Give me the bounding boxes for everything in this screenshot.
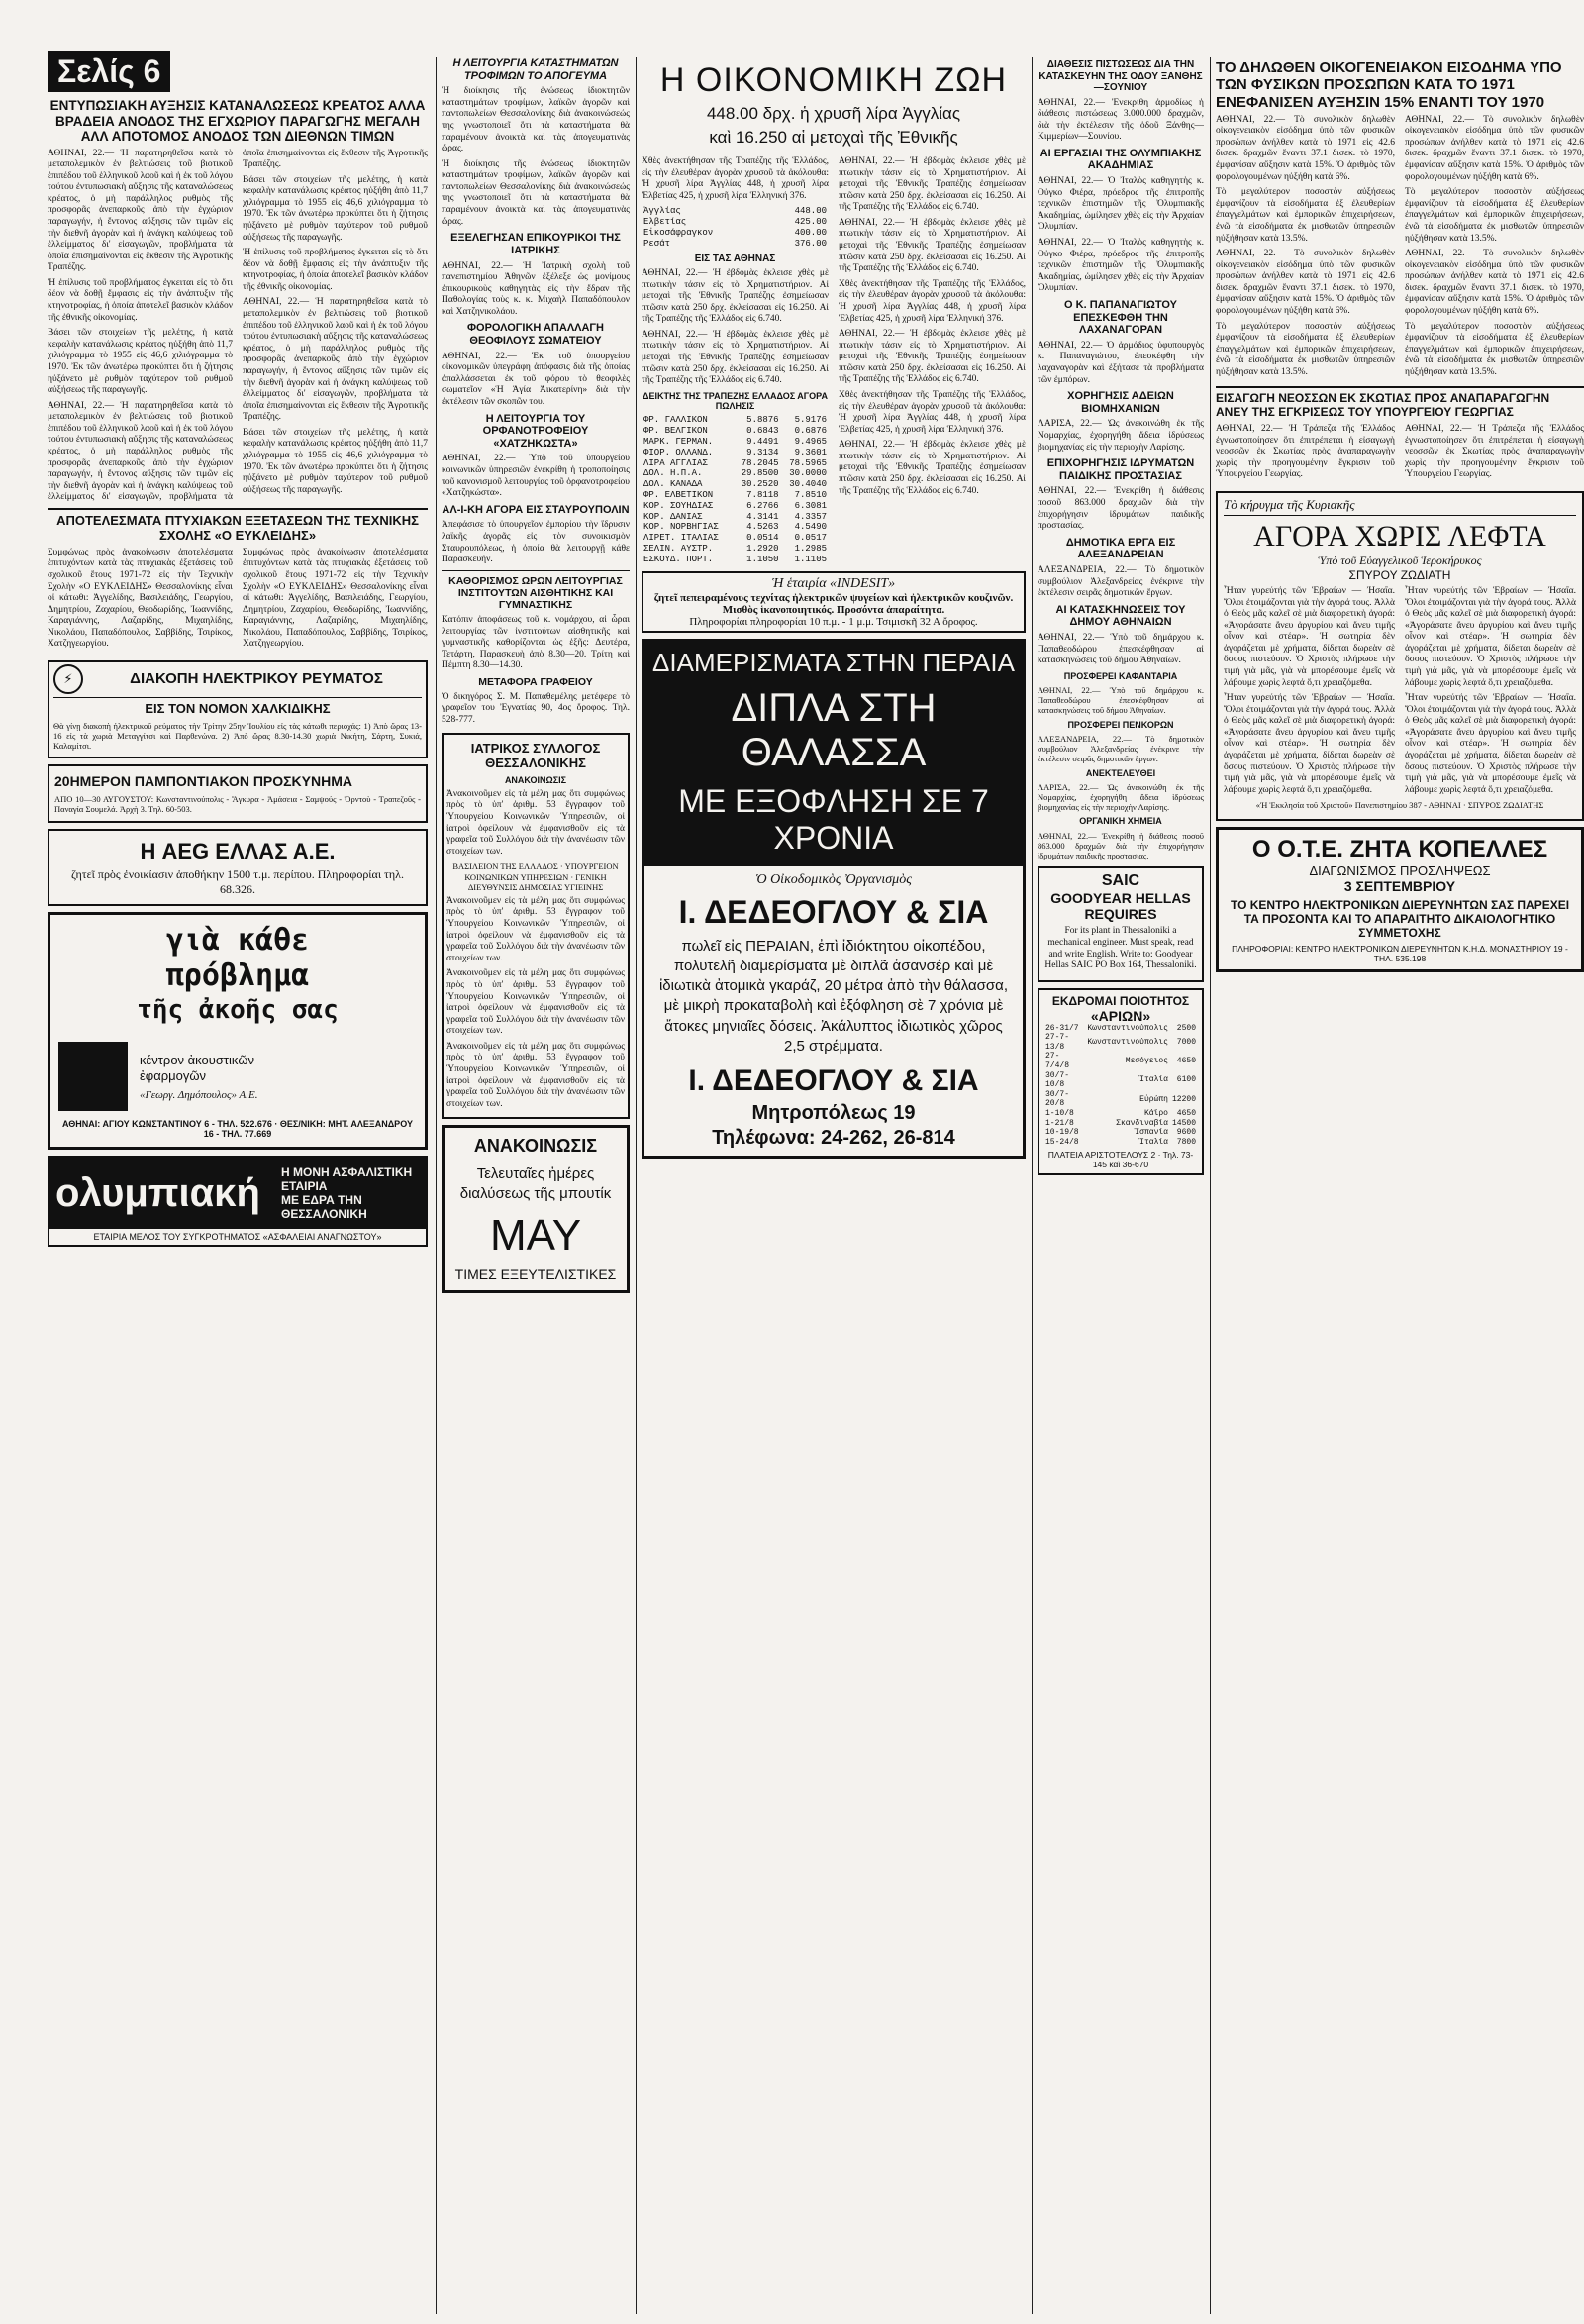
hearing-line-3: τῆς ἀκοῆς σας <box>137 995 339 1026</box>
income-p2-repeat3: Τὸ μεγαλύτερον ποσοστὸν αὐξήσεως ἐμφανίζουν τὰ εἰσοδήματα ἐξ ἐλευθερίων ἐπαγγελμάτων καὶ ἐμπορικῶν ἐπιχειρήσεων, ἐνῶ τὰ εἰσοδήματα ἐκ μισθωτῶν ὑπηρεσιῶν ηὐξήθησαν κατὰ 13.5%. <box>1405 321 1584 377</box>
excursion-row-place: Ἰσπανία <box>1135 1128 1168 1138</box>
income-p2: Τὸ μεγαλύτερον ποσοστὸν αὐξήσεως ἐμφανίζουν τὰ εἰσοδήματα ἐξ ἐλευθερίων ἐπαγγελμάτων καὶ ἐμπορικῶν ἐπιχειρήσεων, ἐνῶ τὰ εἰσοδήματα ἐκ μισθωτῶν ὑπηρεσιῶν ηὐξήθησαν κατὰ 13.5%. <box>1216 187 1395 244</box>
gold-row <box>642 228 829 239</box>
fx-row-buy: 1.2920 <box>746 544 779 555</box>
olympic-bottom: ΕΤΑΙΡΙΑ ΜΕΛΟΣ ΤΟΥ ΣΥΓΚΡΟΤΗΜΑΤΟΣ «ΑΣΦΑΛΕΙΑΙ ΑΝΑΓΝΩΣΤΟΥ» <box>93 1232 382 1243</box>
meat-article <box>48 149 428 504</box>
excursion-row-price: 12200 <box>1171 1094 1196 1104</box>
saic-line-1: SAIC <box>1101 872 1140 890</box>
classified-body-2: ΑΛΕΞΑΝΔΡΕΙΑ, 22.— Τὸ δημοτικὸν συμβούλιον Ἀλεξανδρείας ἐνέκρινε τὴν ἐκτέλεσιν σειρᾶς δημοτικῶν ἔργων. <box>1038 734 1204 764</box>
excursion-row-date: 30/7-10/8 <box>1045 1070 1070 1090</box>
excursion-row-date: 15-24/8 <box>1045 1137 1079 1147</box>
economy-subtitle-2: καὶ 16.250 αἱ μετοχαὶ τῆς Ἐθνικῆς <box>709 128 958 147</box>
market-headline: ΑΛ-Ι-ΚΗ ΑΓΟΡΑ ΕΙΣ ΣΤΑΥΡΟΥΠΟΛΙΝ <box>442 503 630 516</box>
fx-row-sell: 6.3081 <box>794 500 827 511</box>
orphanage-body: ΑΘΗΝΑΙ, 22.— Ὑπὸ τοῦ ὑπουργείου κοινωνικῶν ὑπηρεσιῶν ἐνεκρίθη ἡ τροποποίησις τοῦ κανονισμοῦ λειτουργίας τοῦ ὀρφανοτροφείου «Χατζηκώστα». <box>442 454 630 499</box>
excursions-title: ΕΚΔΡΟΜΑΙ ΠΟΙΟΤΗΤΟΣ <box>1051 993 1190 1008</box>
fx-row-buy: 30.2520 <box>741 479 779 490</box>
gold-row-value: 448.00 <box>794 206 827 217</box>
fx-row <box>642 437 829 448</box>
aeg-title: Η AEG ΕΛΛΑΣ Α.Ε. <box>140 838 336 863</box>
excursion-row-place: Κωνσταντινούπολις <box>1087 1023 1168 1033</box>
olympic-name: ολυμπιακή <box>55 1170 260 1215</box>
shops-headline: Η ΛΕΙΤΟΥΡΓΙΑ ΚΑΤΑΣΤΗΜΑΤΩΝ ΤΡΟΦΙΜΩΝ ΤΟ ΑΠΟΓΕΥΜΑ <box>452 57 619 82</box>
sermon-body-4: Ἦταν γυρεύτής τῶν Ἑβραίων — Ἠσαΐα. Ὅλοι ἐτοιμάζονται γιὰ τὴν ἀγορά τους. Ἀλλὰ ὁ Θεὸς μᾶς καλεῖ σὲ μιὰ διαφορετικὴ ἀγορά: «Ἀγοράσατε ἄνευ ἀργυρίου καὶ ἄνευ τιμῆς οἶνον καὶ στέαρ». Ἡ σωτηρία δὲν ἀγοράζεται μὲ χρήματα, δίδεται δωρεὰν σὲ ὅσους πιστεύουν. Ὁ Χριστὸς πλήρωσε τὴν τιμὴ γιὰ μᾶς, γιὰ νὰ μπορέσουμε ἐμεῖς νὰ λάβουμε χωρὶς λεφτά ὅ,τι χρειαζόμεθα. <box>1405 693 1576 795</box>
fx-row-buy: 9.4491 <box>746 437 779 448</box>
fx-row-cur: ΔΟΛ. Η.Π.Α. <box>644 468 703 479</box>
flats-line-3: ΜΕ ΕΞΟΦΛΗΣΗ ΣΕ 7 ΧΡΟΝΙΑ <box>678 782 989 856</box>
ote-title: Ο Ο.Τ.Ε. ΖΗΤΑ ΚΟΠΕΛΛΕΣ <box>1251 835 1548 862</box>
chicks-article <box>1216 424 1584 485</box>
meat-article-p3-repeat: Βάσει τῶν στοιχείων τῆς μελέτης, ἡ κατὰ κεφαλὴν κατανάλωσις κρέατος ηὐξήθη ἀπὸ 11,7 χιλιόγραμμα τὸ 1955 εἰς 46,6 χιλιόγραμμα τὸ 1970. Ἐκ τῶν ἀνωτέρω προκύπτει ὅτι ἡ ζήτησις ηὐξάνετο μὲ ρυθμὸν ταχύτερον τοῦ ρυθμοῦ αὐξήσεως τῆς παραγωγῆς. <box>243 174 428 243</box>
medical-elect-headline: ΕΞΕΛΕΓΗΣΑΝ ΕΠΙΚΟΥΡΙΚΟΙ ΤΗΣ ΙΑΤΡΙΚΗΣ <box>450 232 621 256</box>
credit-headline: ΔΙΑΘΕΣΙΣ ΠΙΣΤΩΣΕΩΣ ΔΙΑ ΤΗΝ ΚΑΤΑΣΚΕΥΗΝ ΤΗΣ ΟΔΟΥ ΞΑΝΘΗΣ—ΣΟΥΝΙΟΥ <box>1039 59 1203 93</box>
shops-body-2: Ἡ διοίκησις τῆς ἐνώσεως ἰδιοκτητῶν καταστημάτων τροφίμων, λαϊκῶν ἀγορῶν καὶ παντοπωλείων Θεσσαλονίκης διὰ ἀνακοινώσεώς της γνωστοποιεῖ ὅτι τὰ καταστήματα θὰ παραμένουν ἀνοικτὰ καὶ τὰς ἀπογευματινὰς ὥρας. <box>442 158 630 227</box>
excursion-row <box>1043 1071 1198 1090</box>
camps-headline: ΑΙ ΚΑΤΑΣΚΗΝΩΣΕΙΣ ΤΟΥ ΔΗΜΟΥ ΑΘΗΝΑΙΩΝ <box>1055 603 1186 629</box>
fx-row <box>642 522 829 533</box>
fx-row-sell: 4.5490 <box>794 522 827 533</box>
fx-row-cur: ΛΙΡΕΤ. ΙΤΑΛΙΑΣ <box>644 533 719 544</box>
fx-row-cur: ΚΟΡ. ΣΟΥΗΔΙΑΣ <box>644 500 714 511</box>
income-p2-repeat: Τὸ μεγαλύτερον ποσοστὸν αὐξήσεως ἐμφανίζουν τὰ εἰσοδήματα ἐξ ἐλευθερίων ἐπαγγελμάτων καὶ ἐμπορικῶν ἐπιχειρήσεων, ἐνῶ τὰ εἰσοδήματα ἐκ μισθωτῶν ὑπηρεσιῶν ηὐξήθησαν κατὰ 13.5%. <box>1216 321 1395 377</box>
fx-row-cur: ΛΙΡΑ ΑΓΓΛΙΑΣ <box>644 457 708 468</box>
indesit-body: ζητεῖ πεπειραμένους τεχνίτας ἠλεκτρικῶν ψυγείων καὶ ἠλεκτρικῶν κουζινῶν. Μισθὸς ἱκανοποιητικός. Προσόντα ἀπαραίτητα. <box>653 591 1014 616</box>
stocks-title: ΕΙΣ ΤΑΣ ΑΘΗΝΑΣ <box>694 253 776 264</box>
excursion-row-place: Μεσόγειος <box>1125 1057 1168 1066</box>
column-4 <box>1038 0 1204 2324</box>
sermon-body: Ἦταν γυρεύτής τῶν Ἑβραίων — Ἠσαΐα. Ὅλοι ἐτοιμάζονται γιὰ τὴν ἀγορά τους. Ἀλλὰ ὁ Θεὸς μᾶς καλεῖ σὲ μιὰ διαφορετικὴ ἀγορά: «Ἀγοράσατε ἄνευ ἀργυρίου καὶ ἄνευ τιμῆς οἶνον καὶ στέαρ». Ἡ σωτηρία δὲν ἀγοράζεται μὲ χρήματα, δίδεται δωρεὰν σὲ ὅσους πιστεύουν. Ὁ Χριστὸς πλήρωσε τὴν τιμὴ γιὰ μᾶς, γιὰ νὰ μπορέσουμε ἐμεῖς νὰ λάβουμε χωρὶς λεφτά ὅ,τι χρειαζόμεθα. <box>1224 585 1395 688</box>
fx-row <box>642 501 829 512</box>
fx-row <box>642 415 829 426</box>
medical-assoc-body-2: Ἀνακοινοῦμεν εἰς τὰ μέλη μας ὅτι συμφώνως πρὸς τὸ ὑπ' ἀριθμ. 53 ἔγγραφον τοῦ Ὑπουργείου Κοινωνικῶν Ὑπηρεσιῶν, οἱ ἰατροὶ ὀφείλουν νὰ ἐμφανισθοῦν εἰς τὰ γραφεῖα τοῦ Συλλόγου διὰ τὴν ἀνανέωσιν τῶν στοιχείων των. <box>446 895 625 963</box>
industry-body: ΛΑΡΙΣΑ, 22.— Ὡς ἀνεκοινώθη ἐκ τῆς Νομαρχίας, ἐχορηγήθη ἄδεια ἱδρύσεως βιομηχανίας εἰς τὴν περιοχὴν Λαρίσης. <box>1038 419 1204 453</box>
meat-headline: ΕΝΤΥΠΩΣΙΑΚΗ ΑΥΞΗΣΙΣ ΚΑΤΑΝΑΛΩΣΕΩΣ ΚΡΕΑΤΟΣ ΑΛΛΑ ΒΡΑΔΕΙΑ ΑΝΟΔΟΣ ΤΗΣ ΕΓΧΩΡΙΟΥ ΠΑΡΑΓΩΓΗΣ ΜΕΓΑΛΗ ΑΛΛ ΑΠΟΤΟΜΟΣ ΑΝΟΔΟΣ ΤΩΝ ΔΙΕΘΝΩΝ ΤΙΜΩΝ <box>50 98 426 145</box>
power-cut-body: Θὰ γίνῃ διακοπὴ ἠλεκτρικοῦ ρεύματος τὴν Τρίτην 25ην Ἰουλίου εἰς τὰς κάτωθι περιοχάς: 1) Ἀπὸ ὥρας 13-16 εἰς τὰ χωριὰ Μεταγγίτσι καὶ Παρθενώνα. 2) Ἀπὸ ὥρας 8.30-14.30 χωριὰ Νικήτη, Σάρτη, Συκιά, Καλαμίτσι. <box>53 720 422 752</box>
hearing-line-2: πρόβλημα <box>165 959 310 994</box>
office-move-headline: ΜΕΤΑΦΟΡΑ ΓΡΑΦΕΙΟΥ <box>478 675 593 688</box>
market-body: Ἀπεφάσισε τὸ ὑπουργεῖον ἐμπορίου τὴν ἵδρυσιν λαϊκῆς ἀγορᾶς εἰς τὸν συνοικισμὸν Σταυρουπόλεως, ἡ ὁποία θὰ λειτουργῇ κάθε Παρασκευήν. <box>442 520 630 565</box>
papanagiotou-headline: Ο Κ. ΠΑΠΑΝΑΓΙΩΤΟΥ ΕΠΕΣΚΕΦΘΗ ΤΗΝ ΛΑΧΑΝΑΓΟΡΑΝ <box>1064 298 1177 337</box>
gold-intro-right: Χθὲς ἀνεκτήθησαν τῆς Τραπέζης τῆς Ἑλλάδος, εἰς τὴν ἐλευθέραν ἀγορὰν χρυσοῦ τὰ ἀκόλουθα: Ἡ χρυσῆ λίρα Ἀγγλίας 448, ἡ χρυσῆ λίρα Ἐλβετίας 425, ἡ χρυσῆ λίρα Ἑλληνική 376. <box>839 278 1026 324</box>
economy-title: Η ΟΙΚΟΝΟΜΙΚΗ ΖΩΗ <box>659 61 1008 99</box>
municipal-body: ΑΛΕΞΑΝΔΡΕΙΑ, 22.— Τὸ δημοτικὸν συμβούλιον Ἀλεξανδρείας ἐνέκρινε τὴν ἐκτέλεσιν σειρᾶς δημοτικῶν ἔργων. <box>1038 565 1204 599</box>
fx-row-buy: 0.0514 <box>746 533 779 544</box>
fx-row <box>642 544 829 555</box>
fx-row-buy: 0.6843 <box>746 426 779 437</box>
fx-row-buy: 4.3141 <box>746 511 779 522</box>
fx-row <box>642 458 829 469</box>
sermon-box <box>1216 491 1584 821</box>
fx-row-sell: 0.6876 <box>794 426 827 437</box>
column-1 <box>48 0 428 2324</box>
classified-heading-4: ΟΡΓΑΝΙΚΗ ΧΗΜΕΙΑ <box>1079 816 1162 827</box>
pilgrimage-body: ΑΠΟ 10—30 ΑΥΓΟΥΣΤΟΥ: Κωνσταντινούπολις - Ἄγκυρα - Ἀμάσεια - Σαμψούς - Ὀρντοὺ - Τραπεζοῦς - Παναγία Σουμελά. Ἀρχὴ 3. Τηλ. 60-503. <box>54 793 421 814</box>
ote-body: ΤΟ ΚΕΝΤΡΟ ΗΛΕΚΤΡΟΝΙΚΩΝ ΔΙΕΡΕΥΝΗΤΩΝ ΣΑΣ ΠΑΡΕΧΕΙ ΤΑ ΠΡΟΣΟΝΤΑ ΚΑΙ ΤΟ ΑΠΑΡΑΙΤΗΤΟ ΔΙΚΑΙΟΛΟΓΗΤΙΚΟ ΣΥΜΜΕΤΟΧΗΣ <box>1230 897 1570 940</box>
fx-row-sell: 5.9176 <box>794 415 827 426</box>
tax-exempt-body: ΑΘΗΝΑΙ, 22.— Ἐκ τοῦ ὑπουργείου οἰκονομικῶν ὑπεγράφη ἀπόφασις διὰ τῆς ὁποίας ἀπαλλάσσεται ἐκ τοῦ φόρου τὸ θεοφιλὲς σωματεῖον «Ἡ Ἁγία Ἀικατερίνη» διὰ τὴν ἐκτέλεσιν τῶν σκοπῶν του. <box>442 351 630 407</box>
column-rule <box>436 57 437 2314</box>
fx-row-cur: ΜΑΡΚ. ΓΕΡΜΑΝ. <box>644 437 714 448</box>
stocks-body: ΑΘΗΝΑΙ, 22.— Ἡ ἐβδομὰς ἐκλεισε χθὲς μὲ πτωτικὴν τάσιν εἰς τὸ Χρηματιστήριον. Αἱ μετοχαὶ τῆς Ἐθνικῆς Τραπέζης ἐσημείωσαν πτῶσιν κατὰ 250 δρχ. ἐκλείσασαι εἰς 16.250. Αἱ τῆς Τραπέζης τῆς Ἑλλάδος εἰς 6.740. <box>642 268 829 325</box>
income-p1-repeat2: ΑΘΗΝΑΙ, 22.— Τὸ συνολικὸν δηλωθὲν οἰκογενειακὸν εἰσόδημα ὑπὸ τῶν φυσικῶν προσώπων ἀνήλθεν κατὰ τὸ 1971 εἰς 42.6 δισεκ. δραχμῶν ἔναντι 37.1 δισεκ. τὸ 1970, ἐμφανίσαν αὔξησιν κατὰ 15%. Ὁ ἀριθμὸς τῶν φορολογουμένων ηὐξήθη κατὰ 6%. <box>1405 114 1584 182</box>
flats-line-1: ΔΙΑΜΕΡΙΣΜΑΤΑ ΣΤΗΝ ΠΕΡΑΙΑ <box>652 647 1015 677</box>
fx-row-buy: 4.5263 <box>746 522 779 533</box>
classified-heading-3: ΑΝΕΚΤΕΛΕΥΘΕΙ <box>1085 767 1156 778</box>
hours-headline: ΚΑΘΟΡΙΣΜΟΣ ΩΡΩΝ ΛΕΙΤΟΥΡΓΙΑΣ ΙΝΣΤΙΤΟΥΤΩΝ ΑΙΣΘΗΤΙΚΗΣ ΚΑΙ ΓΥΜΝΑΣΤΙΚΗΣ <box>448 574 623 611</box>
industry-headline: ΧΟΡΗΓΗΣΙΣ ΑΔΕΙΩΝ ΒΙΟΜΗΧΑΝΙΩΝ <box>1067 390 1174 415</box>
boutique-body: Τελευταῖες ἡμέρες διαλύσεως τῆς μπουτίκ <box>459 1165 612 1202</box>
medical-assoc-body: Ἀνακοινοῦμεν εἰς τὰ μέλη μας ὅτι συμφώνως πρὸς τὸ ὑπ' ἀριθμ. 53 ἔγγραφον τοῦ Ὑπουργείου Κοινωνικῶν Ὑπηρεσιῶν, οἱ ἰατροὶ ὀφείλουν νὰ ἐμφανισθοῦν εἰς τὰ γραφεῖα τοῦ Συλλόγου διὰ τὴν ἀνανέωσιν τῶν στοιχείων των. <box>446 788 625 857</box>
saic-line-2: GOODYEAR HELLAS <box>1050 890 1191 907</box>
excursion-row-price: 7800 <box>1176 1137 1196 1147</box>
fx-row <box>642 426 829 437</box>
gold-row-value: 400.00 <box>794 227 827 238</box>
indesit-ad <box>642 571 1026 633</box>
indesit-title: Ἡ ἑταιρία «INDESIT» <box>771 575 896 591</box>
child-care-body: ΑΘΗΝΑΙ, 22.— Ἐνεκρίθη ἡ διάθεσις ποσοῦ 863.000 δραχμῶν διὰ τὴν ἐπιχορήγησιν ἱδρυμάτων παιδικῆς προστασίας. <box>1038 486 1204 532</box>
excursion-row-price: 4650 <box>1176 1057 1196 1066</box>
excursion-row-price: 2500 <box>1176 1023 1196 1033</box>
fx-row-buy: 29.8500 <box>741 468 779 479</box>
flats-ad <box>642 639 1026 1160</box>
gold-intro: Χθὲς ἀνεκτήθησαν τῆς Τραπέζης τῆς Ἑλλάδος, εἰς τὴν ἐλευθέραν ἀγορὰν χρυσοῦ τὰ ἀκόλουθα: Ἡ χρυσῆ λίρα Ἀγγλίας 448, ἡ χρυσῆ λίρα Ἐλβετίας 425, ἡ χρυσῆ λίρα Ἑλληνική 376. <box>642 156 829 201</box>
chicks-body: ΑΘΗΝΑΙ, 22.— Ἡ Τράπεζα τῆς Ἑλλάδος ἐγνωστοποίησεν ὅτι ἐπιτρέπεται ἡ εἰσαγωγὴ νεοσσῶν ἐκ Σκωτίας πρὸς ἀναπαραγωγὴν χωρὶς τὴν προηγουμένην ἔγκρισιν τοῦ Ὑπουργείου Γεωργίας. <box>1216 424 1395 480</box>
excursion-row-date: 27-7/4/8 <box>1045 1052 1070 1071</box>
olympic-academy-body-2: ΑΘΗΝΑΙ, 22.— Ὁ Ἰταλὸς καθηγητὴς κ. Οὐγκο Φιέρα, πρόεδρος τῆς ἐπιτροπῆς τεχνικῶν ἐπιστημῶν τῆς Ὀλυμπιακῆς Ἀκαδημίας, ὡμίλησεν χθὲς εἰς τὴν Ἀρχαίαν Ὀλυμπίαν. <box>1038 237 1204 294</box>
excursions-name: «ΑΡΙΩΝ» <box>1090 1007 1151 1024</box>
classified-body-1: ΑΘΗΝΑΙ, 22.— Ὑπὸ τοῦ δημάρχου κ. Παπαθεοδώρου ἐπεσκέφθησαν αἱ κατασκηνώσεις τοῦ δήμου Ἀθηναίων. <box>1038 685 1204 716</box>
excursion-row-place: Σκανδιναβία <box>1116 1118 1168 1128</box>
hearing-logo-icon <box>58 1042 128 1111</box>
power-cut-subtitle: ΕΙΣ ΤΟΝ ΝΟΜΟΝ ΧΑΛΚΙΔΙΚΗΣ <box>145 700 331 716</box>
ote-date: 3 ΣΕΠΤΕΜΒΡΙΟΥ <box>1343 877 1456 894</box>
aeg-ad <box>48 829 428 907</box>
hearing-address: ΑΘΗΝΑΙ: ΑΓΙΟΥ ΚΩΝΣΤΑΝΤΙΝΟΥ 6 - ΤΗΛ. 522.676 · ΘΕΣ/ΝΙΚΗ: ΜΗΤ. ΑΛΕΞΑΝΔΡΟΥ 16 - ΤΗΛ. 77.669 <box>62 1119 413 1140</box>
fx-row <box>642 533 829 544</box>
stocks-body-2: ΑΘΗΝΑΙ, 22.— Ἡ ἐβδομὰς ἐκλεισε χθὲς μὲ πτωτικὴν τάσιν εἰς τὸ Χρηματιστήριον. Αἱ μετοχαὶ τῆς Ἐθνικῆς Τραπέζης ἐσημείωσαν πτῶσιν κατὰ 250 δρχ. ἐκλείσασαι εἰς 16.250. Αἱ τῆς Τραπέζης τῆς Ἑλλάδος εἰς 6.740. <box>642 329 829 386</box>
stocks-body-right-2: ΑΘΗΝΑΙ, 22.— Ἡ ἐβδομὰς ἐκλεισε χθὲς μὲ πτωτικὴν τάσιν εἰς τὸ Χρηματιστήριον. Αἱ μετοχαὶ τῆς Ἐθνικῆς Τραπέζης ἐσημείωσαν πτῶσιν κατὰ 250 δρχ. ἐκλείσασαι εἰς 16.250. Αἱ τῆς Τραπέζης τῆς Ἑλλάδος εἰς 6.740. <box>839 217 1026 274</box>
ministry-line: ΒΑΣΙΛΕΙΟΝ ΤΗΣ ΕΛΛΑΔΟΣ · ΥΠΟΥΡΓΕΙΟΝ ΚΟΙΝΩΝΙΚΩΝ ΥΠΗΡΕΣΙΩΝ · ΓΕΝΙΚΗ ΔΙΕΥΘΥΝΣΙΣ ΔΗΜΟΣΙΑΣ ΥΓΙΕΙΝΗΣ <box>452 861 619 892</box>
meat-article-p3: Βάσει τῶν στοιχείων τῆς μελέτης, ἡ κατὰ κεφαλὴν κατανάλωσις κρέατος ηὐξήθη ἀπὸ 11,7 χιλιόγραμμα τὸ 1955 εἰς 46,6 χιλιόγραμμα τὸ 1970. Ἐκ τῶν ἀνωτέρω προκύπτει ὅτι ἡ ζήτησις ηὐξάνετο μὲ ρυθμὸν ταχύτερον τοῦ ρυθμοῦ αὐξήσεως τῆς παραγωγῆς. <box>48 328 233 396</box>
power-cut-title: ΔΙΑΚΟΠΗ ΗΛΕΚΤΡΙΚΟΥ ΡΕΥΜΑΤΟΣ <box>130 670 383 688</box>
flats-company-2: Ι. ΔΕΔΕΟΓΛΟΥ & ΣΙΑ <box>688 1064 979 1098</box>
economy-subtitle-1: 448.00 δρχ. ἡ χρυσῆ λίρα Ἀγγλίας <box>706 104 961 123</box>
credit-body: ΑΘΗΝΑΙ, 22.— Ἐνεκρίθη ἀρμοδίως ἡ διάθεσις πιστώσεως 3.000.000 δραχμῶν, διὰ τὴν ἐκτέλεσιν τῆς ὁδοῦ Ξάνθης—Κιμμερίων—Σουνίου. <box>1038 97 1204 143</box>
divider <box>48 508 428 510</box>
income-p1-repeat3: ΑΘΗΝΑΙ, 22.— Τὸ συνολικὸν δηλωθὲν οἰκογενειακὸν εἰσόδημα ὑπὸ τῶν φυσικῶν προσώπων ἀνήλθεν κατὰ τὸ 1971 εἰς 42.6 δισεκ. δραχμῶν ἔναντι 37.1 δισεκ. τὸ 1970, ἐμφανίσαν αὔξησιν κατὰ 15%. Ὁ ἀριθμὸς τῶν φορολογουμένων ηὐξήθη κατὰ 6%. <box>1405 249 1584 316</box>
excursion-row <box>1043 1033 1198 1052</box>
olympic-right: ΜΕ ΕΔΡΑ ΤΗΝ ΘΕΣΣΑΛΟΝΙΚΗ <box>281 1193 367 1222</box>
stocks-body-right-4: ΑΘΗΝΑΙ, 22.— Ἡ ἐβδομὰς ἐκλεισε χθὲς μὲ πτωτικὴν τάσιν εἰς τὸ Χρηματιστήριον. Αἱ μετοχαὶ τῆς Ἐθνικῆς Τραπέζης ἐσημείωσαν πτῶσιν κατὰ 250 δρχ. ἐκλείσασαι εἰς 16.250. Αἱ τῆς Τραπέζης τῆς Ἑλλάδος εἰς 6.740. <box>839 440 1026 496</box>
medical-assoc-body-3: Ἀνακοινοῦμεν εἰς τὰ μέλη μας ὅτι συμφώνως πρὸς τὸ ὑπ' ἀριθμ. 53 ἔγγραφον τοῦ Ὑπουργείου Κοινωνικῶν Ὑπηρεσιῶν, οἱ ἰατροὶ ὀφείλουν νὰ ἐμφανισθοῦν εἰς τὰ γραφεῖα τοῦ Συλλόγου διὰ τὴν ἀνανέωσιν τῶν στοιχείων των. <box>446 968 625 1037</box>
fx-row <box>642 490 829 501</box>
meat-article-p1-repeat2: ΑΘΗΝΑΙ, 22.— Ἡ παρατηρηθεῖσα κατὰ τὸ μεταπολεμικὸν ἐν βελτιώσεις τοῦ βιοτικοῦ ἐπιπέδου τοῦ ἑλληνικοῦ λαοῦ καὶ ἡ ἐκ τοῦ λόγου τούτου ἐντυπωσιακὴ αὔξησις τῆς καταναλώσεως κρέατος, ὁ μὴ παράλληλος ρυθμὸς τῆς προσφορᾶς ἀνεπαρκοῦς ἀπὸ τὴν ἐγχώριον παραγωγήν, ἡ ἔντονος αὔξησις τῶν τιμῶν εἰς τὴν διεθνῆ ἀγορὰν καὶ ἡ ἀνάγκη καλύψεως τοῦ ἐλλείμματος δι' εἰσαγωγῶν, προβλήματα τὰ ὁποῖα ἐπισημαίνονται εἰς ἔκθεσιν τῆς Ἀγροτικῆς Τραπέζης. <box>243 297 428 423</box>
child-care-headline: ΕΠΙΧΟΡΗΓΗΣΙΣ ΙΔΡΥΜΑΤΩΝ ΠΑΙΔΙΚΗΣ ΠΡΟΣΤΑΣΙΑΣ <box>1046 457 1195 482</box>
flats-org: Ὁ Οἰκοδομικὸς Ὀργανισμὸς <box>755 871 912 887</box>
orphanage-headline: Η ΛΕΙΤΟΥΡΓΙΑ ΤΟΥ ΟΡΦΑΝΟΤΡΟΦΕΙΟΥ «ΧΑΤΖΗΚΩΣΤΑ» <box>482 412 589 450</box>
fx-row-cur: ΦΡ. ΓΑΛΛΙΚΟΝ <box>644 415 708 426</box>
boutique-shop-name: ΜΑΥ <box>489 1211 582 1261</box>
fx-row-cur: ΣΕΛΙΝ. ΑΥΣΤΡ. <box>644 544 714 555</box>
medical-elect-body: ΑΘΗΝΑΙ, 22.— Ἡ Ἰατρικὴ σχολὴ τοῦ πανεπιστημίου Ἀθηνῶν ἐξέλεξε ὡς μονίμους ἐπικουρικοὺς καθηγητὰς εἰς τὴν ἕδραν τῆς Παθολογίας τοὺς κ. κ. Μιχαὴλ Παπαδόπουλον καὶ Χατζηνικολάου. <box>442 260 630 317</box>
medical-assoc-body-4: Ἀνακοινοῦμεν εἰς τὰ μέλη μας ὅτι συμφώνως πρὸς τὸ ὑπ' ἀριθμ. 53 ἔγγραφον τοῦ Ὑπουργείου Κοινωνικῶν Ὑπηρεσιῶν, οἱ ἰατροὶ ὀφείλουν νὰ ἐμφανισθοῦν εἰς τὰ γραφεῖα τοῦ Συλλόγου διὰ τὴν ἀνανέωσιν τῶν στοιχείων των. <box>446 1041 625 1109</box>
indesit-contact: Πληροφορίαι πληροφορίαι 10 π.μ. - 1 μ.μ. Τσιμισκῆ 32 Α ὄροφος. <box>689 615 978 628</box>
column-5 <box>1216 0 1584 2324</box>
meat-article-p1: ΑΘΗΝΑΙ, 22.— Ἡ παρατηρηθεῖσα κατὰ τὸ μεταπολεμικὸν ἐν βελτιώσεις τοῦ βιοτικοῦ ἐπιπέδου τοῦ ἑλληνικοῦ λαοῦ καὶ ἡ ἐκ τοῦ λόγου τούτου ἐντυπωσιακὴ αὔξησις τῆς καταναλώσεως κρέατος, ὁ μὴ παράλληλος ρυθμὸς τῆς προσφορᾶς ἀνεπαρκοῦς ἀπὸ τὴν ἐγχώριον παραγωγήν, ἡ ἔντονος αὔξησις τῶν τιμῶν εἰς τὴν διεθνῆ ἀγορὰν καὶ ἡ ἀνάγκη καλύψεως τοῦ ἐλλείμματος δι' εἰσαγωγῶν, προβλήματα τὰ ὁποῖα ἐπισημαίνονται εἰς ἔκθεσιν τῆς Ἀγροτικῆς Τραπέζης. <box>48 148 233 273</box>
excursion-row-date: 27-7-13/8 <box>1045 1033 1070 1052</box>
gold-row-name: Ἐλβετίας <box>644 217 687 228</box>
meat-article-p2: Ἡ ἐπίλυσις τοῦ προβλήματος ἐγκειται εἰς τὸ ὅτι δέον νὰ δοθῇ ἔμφασις εἰς τὴν ἀνάπτυξιν τῆς κτηνοτροφίας, ἡ ὁποία ἀποτελεῖ βασικὸν κλάδον τῆς ἐθνικῆς οἰκονομίας. <box>48 277 233 323</box>
income-p1: ΑΘΗΝΑΙ, 22.— Τὸ συνολικὸν δηλωθὲν οἰκογενειακὸν εἰσόδημα ὑπὸ τῶν φυσικῶν προσώπων ἀνήλθεν κατὰ τὸ 1971 εἰς 42.6 δισεκ. δραχμῶν ἔναντι 37.1 δισεκ. τὸ 1970, ἐμφανίσαν αὔξησιν κατὰ 15%. Ὁ ἀριθμὸς τῶν φορολογουμένων ηὐξήθη κατὰ 6%. <box>1216 114 1395 182</box>
fx-row-cur: ΕΣΚΟΥΔ. ΠΟΡΤ. <box>644 554 714 564</box>
page-badge <box>48 51 170 92</box>
fx-row-cur: ΚΟΡ. ΝΟΡΒΗΓΙΑΣ <box>644 522 719 533</box>
pilgrimage-box <box>48 764 428 822</box>
boutique-footer: ΤΙΜΕΣ ΕΞΕΥΤΕΛΙΣΤΙΚΕΣ <box>454 1266 617 1283</box>
fx-row-sell: 30.0000 <box>789 468 827 479</box>
excursion-row <box>1043 1052 1198 1070</box>
gold-row <box>642 217 829 228</box>
excursion-row <box>1043 1024 1198 1034</box>
gold-row-value: 376.00 <box>794 238 827 249</box>
ote-footer: ΠΛΗΡΟΦΟΡΙΑΙ: ΚΕΝΤΡΟ ΗΛΕΚΤΡΟΝΙΚΩΝ ΔΙΕΡΕΥΝΗΤΩΝ Κ.Η.Δ. ΜΟΝΑΣΤΗΡΙΟΥ 19 - ΤΗΛ. 535.198 <box>1232 943 1568 963</box>
chicks-body-2: ΑΘΗΝΑΙ, 22.— Ἡ Τράπεζα τῆς Ἑλλάδος ἐγνωστοποίησεν ὅτι ἐπιτρέπεται ἡ εἰσαγωγὴ νεοσσῶν ἐκ Σκωτίας πρὸς ἀναπαραγωγὴν χωρὶς τὴν προηγουμένην ἔγκρισιν τοῦ Ὑπουργείου Γεωργίας. <box>1405 424 1584 480</box>
flats-company: Ι. ΔΕΔΕΟΓΛΟΥ & ΣΙΑ <box>678 893 989 930</box>
excursion-row-place: Κάϊρο <box>1143 1109 1168 1119</box>
meat-article-p2-repeat: Ἡ ἐπίλυσις τοῦ προβλήματος ἐγκειται εἰς τὸ ὅτι δέον νὰ δοθῇ ἔμφασις εἰς τὴν ἀνάπτυξιν τῆς κτηνοτροφίας, ἡ ὁποία ἀποτελεῖ βασικὸν κλάδον τῆς ἐθνικῆς οἰκονομίας. <box>243 248 428 292</box>
exam-results-headline: ΑΠΟΤΕΛΕΣΜΑΤΑ ΠΤΥΧΙΑΚΩΝ ΕΞΕΤΑΣΕΩΝ ΤΗΣ ΤΕΧΝΙΚΗΣ ΣΧΟΛΗΣ «Ο ΕΥΚΛΕΙΔΗΣ» <box>56 512 419 543</box>
income-p2-repeat2: Τὸ μεγαλύτερον ποσοστὸν αὐξήσεως ἐμφανίζουν τὰ εἰσοδήματα ἐξ ἐλευθερίων ἐπαγγελμάτων καὶ ἐμπορικῶν ἐπιχειρήσεων, ἐνῶ τὰ εἰσοδήματα ἐκ μισθωτῶν ὑπηρεσιῶν ηὐξήθησαν κατὰ 13.5%. <box>1405 187 1584 244</box>
hours-body: Κατόπιν ἀποφάσεως τοῦ κ. νομάρχου, αἱ ὧραι λειτουργίας τῶν ἰνστιτούτων αἰσθητικῆς καὶ γυμναστικῆς καθορίζονται ὡς ἑξῆς: Δευτέρα, Τετάρτη, Παρασκευὴ ἀπὸ 8.30—20. Τρίτη καὶ Πέμπτη 8.30—14.30. <box>442 614 630 671</box>
excursion-row-date: 26-31/7 <box>1045 1023 1079 1033</box>
classified-heading-2: ΠΡΟΣΦΕΡΕΙ ΠΕΝΚΟΡΩΝ <box>1067 719 1174 730</box>
ote-ad <box>1216 827 1584 972</box>
column-rule <box>1032 57 1033 2314</box>
excursions-ad <box>1038 988 1204 1176</box>
fx-row <box>642 512 829 523</box>
sermon-body-2: Ἦταν γυρεύτής τῶν Ἑβραίων — Ἠσαΐα. Ὅλοι ἐτοιμάζονται γιὰ τὴν ἀγορά τους. Ἀλλὰ ὁ Θεὸς μᾶς καλεῖ σὲ μιὰ διαφορετικὴ ἀγορά: «Ἀγοράσατε ἄνευ ἀργυρίου καὶ ἄνευ τιμῆς οἶνον καὶ στέαρ». Ἡ σωτηρία δὲν ἀγοράζεται μὲ χρήματα, δίδεται δωρεὰν σὲ ὅσους πιστεύουν. Ὁ Χριστὸς πλήρωσε τὴν τιμὴ γιὰ μᾶς, γιὰ νὰ μπορέσουμε ἐμεῖς νὰ λάβουμε χωρὶς λεφτά ὅ,τι χρειαζόμεθα. <box>1224 693 1395 795</box>
fx-row <box>642 448 829 458</box>
sermon-kicker: Τὸ κήρυγμα τῆς Κυριακῆς <box>1224 497 1576 516</box>
excursion-row <box>1043 1128 1198 1138</box>
income-p1-repeat: ΑΘΗΝΑΙ, 22.— Τὸ συνολικὸν δηλωθὲν οἰκογενειακὸν εἰσόδημα ὑπὸ τῶν φυσικῶν προσώπων ἀνήλθεν κατὰ τὸ 1971 εἰς 42.6 δισεκ. δραχμῶν ἔναντι 37.1 δισεκ. τὸ 1970, ἐμφανίσαν αὔξησιν κατὰ 15%. Ὁ ἀριθμὸς τῶν φορολογουμένων ηὐξήθη κατὰ 6%. <box>1216 249 1395 316</box>
classified-body-3: ΛΑΡΙΣΑ, 22.— Ὡς ἀνεκοινώθη ἐκ τῆς Νομαρχίας, ἐχορηγήθη ἄδεια ἱδρύσεως βιομηχανίας εἰς τὴν περιοχὴν Λαρίσης. <box>1038 781 1204 813</box>
office-move-body: Ὁ δικηγόρος Σ. Μ. Παπαθεμέλης μετέφερε τὸ γραφεῖον του Ἐγνατίας 90, 4ος ὄροφος. Τηλ. 528-777. <box>442 691 630 726</box>
income-article <box>1216 115 1584 383</box>
excursion-row-date: 30/7-20/8 <box>1045 1089 1070 1109</box>
fx-row-buy: 78.2045 <box>741 457 779 468</box>
medical-assoc-title: ΙΑΤΡΙΚΟΣ ΣΥΛΛΟΓΟΣ ΘΕΣΣΑΛΟΝΙΚΗΣ <box>470 740 601 770</box>
fx-row-sell: 78.5965 <box>789 457 827 468</box>
excursion-row-date: 10-19/8 <box>1045 1128 1079 1138</box>
stocks-body-right: ΑΘΗΝΑΙ, 22.— Ἡ ἐβδομὰς ἐκλεισε χθὲς μὲ πτωτικὴν τάσιν εἰς τὸ Χρηματιστήριον. Αἱ μετοχαὶ τῆς Ἐθνικῆς Τραπέζης ἐσημείωσαν πτῶσιν κατὰ 250 δρχ. ἐκλείσασαι εἰς 16.250. Αἱ τῆς Τραπέζης τῆς Ἑλλάδος εἰς 6.740. <box>839 156 1026 213</box>
hearing-ad <box>48 912 428 1150</box>
fx-row-cur: ΦΡ. ΒΕΛΓΙΚΟΝ <box>644 426 708 437</box>
fx-row-sell: 0.0517 <box>794 533 827 544</box>
excursion-row <box>1043 1109 1198 1119</box>
fx-row <box>642 555 829 565</box>
sermon-body-3: Ἦταν γυρεύτής τῶν Ἑβραίων — Ἠσαΐα. Ὅλοι ἐτοιμάζονται γιὰ τὴν ἀγορά τους. Ἀλλὰ ὁ Θεὸς μᾶς καλεῖ σὲ μιὰ διαφορετικὴ ἀγορά: «Ἀγοράσατε ἄνευ ἀργυρίου καὶ ἄνευ τιμῆς οἶνον καὶ στέαρ». Ἡ σωτηρία δὲν ἀγοράζεται μὲ χρήματα, δίδεται δωρεὰν σὲ ὅσους πιστεύουν. Ὁ Χριστὸς πλήρωσε τὴν τιμὴ γιὰ μᾶς, γιὰ νὰ μπορέσουμε ἐμεῖς νὰ λάβουμε χωρὶς λεφτά ὅ,τι χρειαζόμεθα. <box>1405 585 1576 688</box>
saic-body: For its plant in Thessaloniki a mechanical engineer. Must speak, read and write English. Write to: Goodyear Hellas SAIC PO Box 164, Thessaloniki. <box>1044 926 1197 971</box>
excursions-table <box>1043 1024 1198 1148</box>
gold-row <box>642 239 829 250</box>
flats-line-2: ΔΙΠΛΑ ΣΤΗ ΘΑΛΑΣΣΑ <box>731 685 937 774</box>
excursion-row <box>1043 1090 1198 1109</box>
classified-body-4: ΑΘΗΝΑΙ, 22.— Ἐνεκρίθη ἡ διάθεσις ποσοῦ 863.000 δραχμῶν διὰ τὴν ἐπιχορήγησιν ἱδρυμάτων παιδικῆς προστασίας. <box>1038 830 1204 861</box>
pilgrimage-title: 20ΗΜΕΡΟΝ ΠΑΜΠΟΝΤΙΑΚΟΝ ΠΡΟΣΚΥΝΗΜΑ <box>54 773 352 790</box>
excursion-row-price: 7000 <box>1176 1038 1196 1048</box>
sermon-author: ΣΠΥΡΟΥ ΖΩΔΙΑΤΗ <box>1348 567 1451 582</box>
sermon-byline: Ὑπὸ τοῦ Εὐαγγελικοῦ Ἱεροκήρυκος <box>1318 553 1482 567</box>
fx-table <box>642 415 829 564</box>
ote-subtitle: ΔΙΑΓΩΝΙΣΜΟΣ ΠΡΟΣΛΗΨΕΩΣ <box>1309 862 1491 878</box>
excursion-row-date: 1-10/8 <box>1045 1109 1074 1119</box>
fx-row-sell: 9.3601 <box>794 447 827 457</box>
column-3 <box>642 0 1026 2324</box>
fx-row-buy: 5.8876 <box>746 415 779 426</box>
fx-row-sell: 9.4965 <box>794 437 827 448</box>
excursion-row-price: 9600 <box>1176 1128 1196 1138</box>
fx-row-cur: ΦΙΟΡ. ΟΛΛΑΝΔ. <box>644 447 714 457</box>
olympic-academy-headline: ΑΙ ΕΡΓΑΣΙΑΙ ΤΗΣ ΟΛΥΜΠΙΑΚΗΣ ΑΚΑΔΗΜΙΑΣ <box>1040 147 1202 172</box>
sermon-address: «Ἡ Ἐκκλησία τοῦ Χριστοῦ» Πανεπιστημίου 387 - ΑΘΗΝΑΙ · ΣΠΥΡΟΣ ΖΩΔΙΑΤΗΣ <box>1255 800 1544 811</box>
gold-row-value: 425.00 <box>794 217 827 228</box>
exam-results-body <box>48 548 428 655</box>
chicks-headline: ΕΙΣΑΓΩΓΗ ΝΕΟΣΣΩΝ ΕΚ ΣΚΩΤΙΑΣ ΠΡΟΣ ΑΝΑΠΑΡΑΓΩΓΗΝ ΑΝΕΥ ΤΗΣ ΕΓΚΡΙΣΕΩΣ ΤΟΥ ΥΠΟΥΡΓΕΙΟΥ ΓΕΩΡΓΙΑΣ <box>1216 391 1550 420</box>
olympic-academy-body: ΑΘΗΝΑΙ, 22.— Ὁ Ἰταλὸς καθηγητὴς κ. Οὐγκο Φιέρα, πρόεδρος τῆς ἐπιτροπῆς τεχνικῶν ἐπιστημῶν τῆς Ὀλυμπιακῆς Ἀκαδημίας, ὡμίλησεν χθὲς εἰς τὴν Ἀρχαίαν Ὀλυμπίαν. <box>1038 176 1204 233</box>
fx-row <box>642 468 829 479</box>
excursion-row-place: Εὐρώπη <box>1139 1094 1168 1104</box>
excursion-row <box>1043 1138 1198 1148</box>
meat-article-p1-repeat: ΑΘΗΝΑΙ, 22.— Ἡ παρατηρηθεῖσα κατὰ τὸ μεταπολεμικὸν ἐν βελτιώσεις τοῦ βιοτικοῦ ἐπιπέδου τοῦ ἑλληνικοῦ λαοῦ καὶ ἡ ἐκ τοῦ λόγου τούτου ἐντυπωσιακὴ αὔξησις τῆς καταναλώσεως κρέατος, ὁ μὴ παράλληλος ρυθμὸς τῆς προσφορᾶς ἀνεπαρκοῦς ἀπὸ τὴν ἐγχώριον παραγωγήν, ἡ ἔντονος αὔξησις τῶν τιμῶν εἰς τὴν διεθνῆ ἀγορὰν καὶ ἡ ἀνάγκη καλύψεως τοῦ ἐλλείμματος δι' εἰσαγωγῶν, προβλήματα τὰ ὁποῖα ἐπισημαίνονται εἰς ἔκθεσιν τῆς Ἀγροτικῆς Τραπέζης. <box>48 148 428 503</box>
shops-body: Ἡ διοίκησις τῆς ἐνώσεως ἰδιοκτητῶν καταστημάτων τροφίμων, λαϊκῶν ἀγορῶν καὶ παντοπωλείων Θεσσαλονίκης διὰ ἀνακοινώσεώς της γνωστοποιεῖ ὅτι τὰ καταστήματα θὰ παραμένουν ἀνοικτὰ καὶ τὰς ἀπογευματινὰς ὥρας. <box>442 86 630 154</box>
fx-row-buy: 1.1050 <box>746 554 779 564</box>
fx-row-buy: 7.8118 <box>746 490 779 501</box>
fx-row-sell: 1.1105 <box>794 554 827 564</box>
gold-row-name: Ἀγγλίας <box>644 206 681 217</box>
fx-row <box>642 479 829 490</box>
medical-assoc-box <box>442 733 630 1120</box>
papanagiotou-body: ΑΘΗΝΑΙ, 22.— Ὁ ἀρμόδιος ὑφυπουργὸς κ. Παπαναγιώτου, ἐπεσκέφθη τὴν λαχαναγορὰν καὶ ἐξήτασε τὰ προβλήματα τῶν ἐμπόρων. <box>1038 340 1204 385</box>
sermon-title: ΑΓΟΡΑ ΧΩΡΙΣ ΛΕΦΤΑ <box>1253 519 1546 553</box>
column-rule <box>1210 57 1211 2314</box>
fx-row-sell: 1.2985 <box>794 544 827 555</box>
flats-body: πωλεῖ εἰς ΠΕΡΑΙΑΝ, ἐπὶ ἰδιόκτητου οἰκοπέδου, πολυτελῆ διαμερίσματα μὲ διπλᾶ ἀσανσέρ καὶ μὲ ἰδιωτικὰ ἀτομικὰ γκαράζ, 20 μέτρα ἀπὸ τὴν θάλασσα, μὲ μικρὴ προκαταβολὴ καὶ ἐξόφληση σὲ 7 χρόνια μὲ ἄτοκες μηνιαῖες δόσεις. Ἀκάλυπτος ἰδιωτικὸς χῶρος 2,5 στρέμματα. <box>658 937 1009 1055</box>
excursion-row-place: Ἰταλία <box>1139 1075 1168 1085</box>
classified-heading-1: ΠΡΟΣΦΕΡΕΙ ΚΑΦΑΝΤΑΡΙΑ <box>1063 670 1178 681</box>
hearing-center-name: κέντρον ἀκουστικῶν ἐφαρμογῶν <box>140 1053 255 1084</box>
power-cut-box <box>48 660 428 759</box>
meat-article-p3-repeat2: Βάσει τῶν στοιχείων τῆς μελέτης, ἡ κατὰ κεφαλὴν κατανάλωσις κρέατος ηὐξήθη ἀπὸ 11,7 χιλιόγραμμα τὸ 1955 εἰς 46,6 χιλιόγραμμα τὸ 1970. Ἐκ τῶν ἀνωτέρω προκύπτει ὅτι ἡ ζήτησις ηὐξάνετο μὲ ρυθμὸν ταχύτερον τοῦ ρυθμοῦ αὐξήσεως τῆς παραγωγῆς. <box>243 427 428 495</box>
medical-assoc-subtitle: ΑΝΑΚΟΙΝΩΣΙΣ <box>504 774 567 785</box>
hearing-firm: «Γεωργ. Δημόπουλος» Α.Ε. <box>140 1088 258 1101</box>
saic-line-3: REQUIRES <box>1084 906 1157 923</box>
boutique-title: ΑΝΑΚΟΙΝΩΣΙΣ <box>473 1136 598 1157</box>
excursion-row-price: 6100 <box>1176 1075 1196 1085</box>
camps-body: ΑΘΗΝΑΙ, 22.— Ὑπὸ τοῦ δημάρχου κ. Παπαθεοδώρου ἐπεσκέφθησαν αἱ κατασκηνώσεις τοῦ δήμου Ἀθηναίων. <box>1038 633 1204 666</box>
fx-title: ΔΕΙΚΤΗΣ ΤΗΣ ΤΡΑΠΕΖΗΣ ΕΛΛΑΔΟΣ ΑΓΟΡΑ ΠΩΛΗΣΙΣ <box>642 390 829 412</box>
divider <box>442 570 630 571</box>
excursion-row-price: 14500 <box>1171 1118 1196 1128</box>
flats-phone: Τηλέφωνα: 24-262, 26-814 <box>712 1127 955 1150</box>
exam-results-text-2: Συμφώνως πρὸς ἀνακοίνωσιν ἀποτελέσματα ἐπιτυχόντων κατὰ τὰς πτυχιακὰς ἐξετάσεις τοῦ σχολικοῦ ἔτους 1971-72 εἰς τὴν Τεχνικὴν Σχολὴν «Ο ΕΥΚΛΕΙΔΗΣ» Θεσσαλονίκης εἶναι οἱ κάτωθι: Ἀγγελίδης, Βασιλειάδης, Γεωργίου, Δημητρίου, Ζαχαρίου, Θεοδωρίδης, Ἰωαννίδης, Καραγιάννης, Λαζαρίδης, Μιχαηλίδης, Νικολάου, Παπαδόπουλος, Σαββίδης, Τσιρίκος, Χατζηγεωργίου. <box>243 547 428 650</box>
excursions-footer: ΠΛΑΤΕΙΑ ΑΡΙΣΤΟΤΕΛΟΥΣ 2 · Τηλ. 73-145 καὶ 36-670 <box>1047 1150 1194 1170</box>
income-headline: ΤΟ ΔΗΛΩΘΕΝ ΟΙΚΟΓΕΝΕΙΑΚΟΝ ΕΙΣΟΔΗΜΑ ΥΠΟ ΤΩΝ ΦΥΣΙΚΩΝ ΠΡΟΣΩΠΩΝ ΚΑΤΑ ΤΟ 1971 ΕΝΕΦΑΝΙΣΕΝ ΑΥΞΗΣΙΝ 15% ΕΝΑΝΤΙ ΤΟΥ 1970 <box>1216 59 1562 111</box>
fx-row-buy: 6.2766 <box>746 500 779 511</box>
boutique-ad <box>442 1125 630 1293</box>
olympic-ad <box>48 1156 428 1247</box>
excursion-row <box>1043 1119 1198 1129</box>
fx-row-cur: ΦΡ. ΕΛΒΕΤΙΚΟΝ <box>644 490 714 501</box>
flats-address: Μητροπόλεως 19 <box>751 1102 916 1125</box>
tax-exempt-headline: ΦΟΡΟΛΟΓΙΚΗ ΑΠΑΛΛΑΓΗ ΘΕΟΦΙΛΟΥΣ ΣΩΜΑΤΕΙΟΥ <box>467 322 604 348</box>
column-rule <box>636 57 637 2314</box>
fx-row-sell: 30.4040 <box>789 479 827 490</box>
olympic-top: Η ΜΟΝΗ ΑΣΦΑΛΙΣΤΙΚΗ ΕΤΑΙΡΙΑ <box>281 1165 413 1194</box>
aeg-body: ζητεῖ πρὸς ἐνοικίασιν ἀποθήκην 1500 τ.μ. περίπου. Πληροφορίαι τηλ. 68.326. <box>71 867 404 896</box>
excursion-row-place: Κωνσταντινούπολις <box>1087 1038 1168 1048</box>
column-2 <box>442 0 630 2324</box>
divider <box>1216 386 1584 388</box>
gold-table <box>642 206 829 249</box>
fx-row-cur: ΔΟΛ. ΚΑΝΑΔΑ <box>644 479 703 490</box>
stocks-body-right-3: ΑΘΗΝΑΙ, 22.— Ἡ ἐβδομὰς ἐκλεισε χθὲς μὲ πτωτικὴν τάσιν εἰς τὸ Χρηματιστήριον. Αἱ μετοχαὶ τῆς Ἐθνικῆς Τραπέζης ἐσημείωσαν πτῶσιν κατὰ 250 δρχ. ἐκλείσασαι εἰς 16.250. Αἱ τῆς Τραπέζης τῆς Ἑλλάδος εἰς 6.740. <box>839 329 1026 385</box>
excursion-row-place: Ἰταλία <box>1139 1137 1168 1147</box>
hearing-line-1: γιὰ κάθε <box>165 923 310 959</box>
exam-results-text: Συμφώνως πρὸς ἀνακοίνωσιν ἀποτελέσματα ἐπιτυχόντων κατὰ τὰς πτυχιακὰς ἐξετάσεις τοῦ σχολικοῦ ἔτους 1971-72 εἰς τὴν Τεχνικὴν Σχολὴν «Ο ΕΥΚΛΕΙΔΗΣ» Θεσσαλονίκης εἶναι οἱ κάτωθι: Ἀγγελίδης, Βασιλειάδης, Γεωργίου, Δημητρίου, Ζαχαρίου, Θεοδωρίδης, Ἰωαννίδης, Καραγιάννης, Λαζαρίδης, Μιχαηλίδης, Νικολάου, Παπαδόπουλος, Σαββίδης, Τσιρίκος, Χατζηγεωργίου. <box>48 547 233 650</box>
dei-logo-icon: ⚡ <box>53 664 83 694</box>
fx-row-sell: 4.3357 <box>794 511 827 522</box>
municipal-headline: ΔΗΜΟΤΙΚΑ ΕΡΓΑ ΕΙΣ ΑΛΕΞΑΝΔΡΕΙΑΝ <box>1065 536 1176 561</box>
gold-intro-right-2: Χθὲς ἀνεκτήθησαν τῆς Τραπέζης τῆς Ἑλλάδος, εἰς τὴν ἐλευθέραν ἀγορὰν χρυσοῦ τὰ ἀκόλουθα: Ἡ χρυσῆ λίρα Ἀγγλίας 448, ἡ χρυσῆ λίρα Ἐλβετίας 425, ἡ χρυσῆ λίρα Ἑλληνική 376. <box>839 389 1026 435</box>
excursion-row-date: 1-21/8 <box>1045 1118 1074 1128</box>
fx-row-cur: ΚΟΡ. ΔΑΝΙΑΣ <box>644 511 703 522</box>
gold-row-name: Ρεσάτ <box>644 238 671 249</box>
fx-row-sell: 7.8510 <box>794 490 827 501</box>
fx-row-buy: 9.3134 <box>746 447 779 457</box>
page-badge-text: Σελίς 6 <box>57 53 161 89</box>
gold-row-name: Εἰκοσάφραγκον <box>644 227 714 238</box>
saic-ad <box>1038 866 1204 981</box>
excursion-row-price: 4650 <box>1176 1109 1196 1119</box>
gold-row <box>642 206 829 217</box>
